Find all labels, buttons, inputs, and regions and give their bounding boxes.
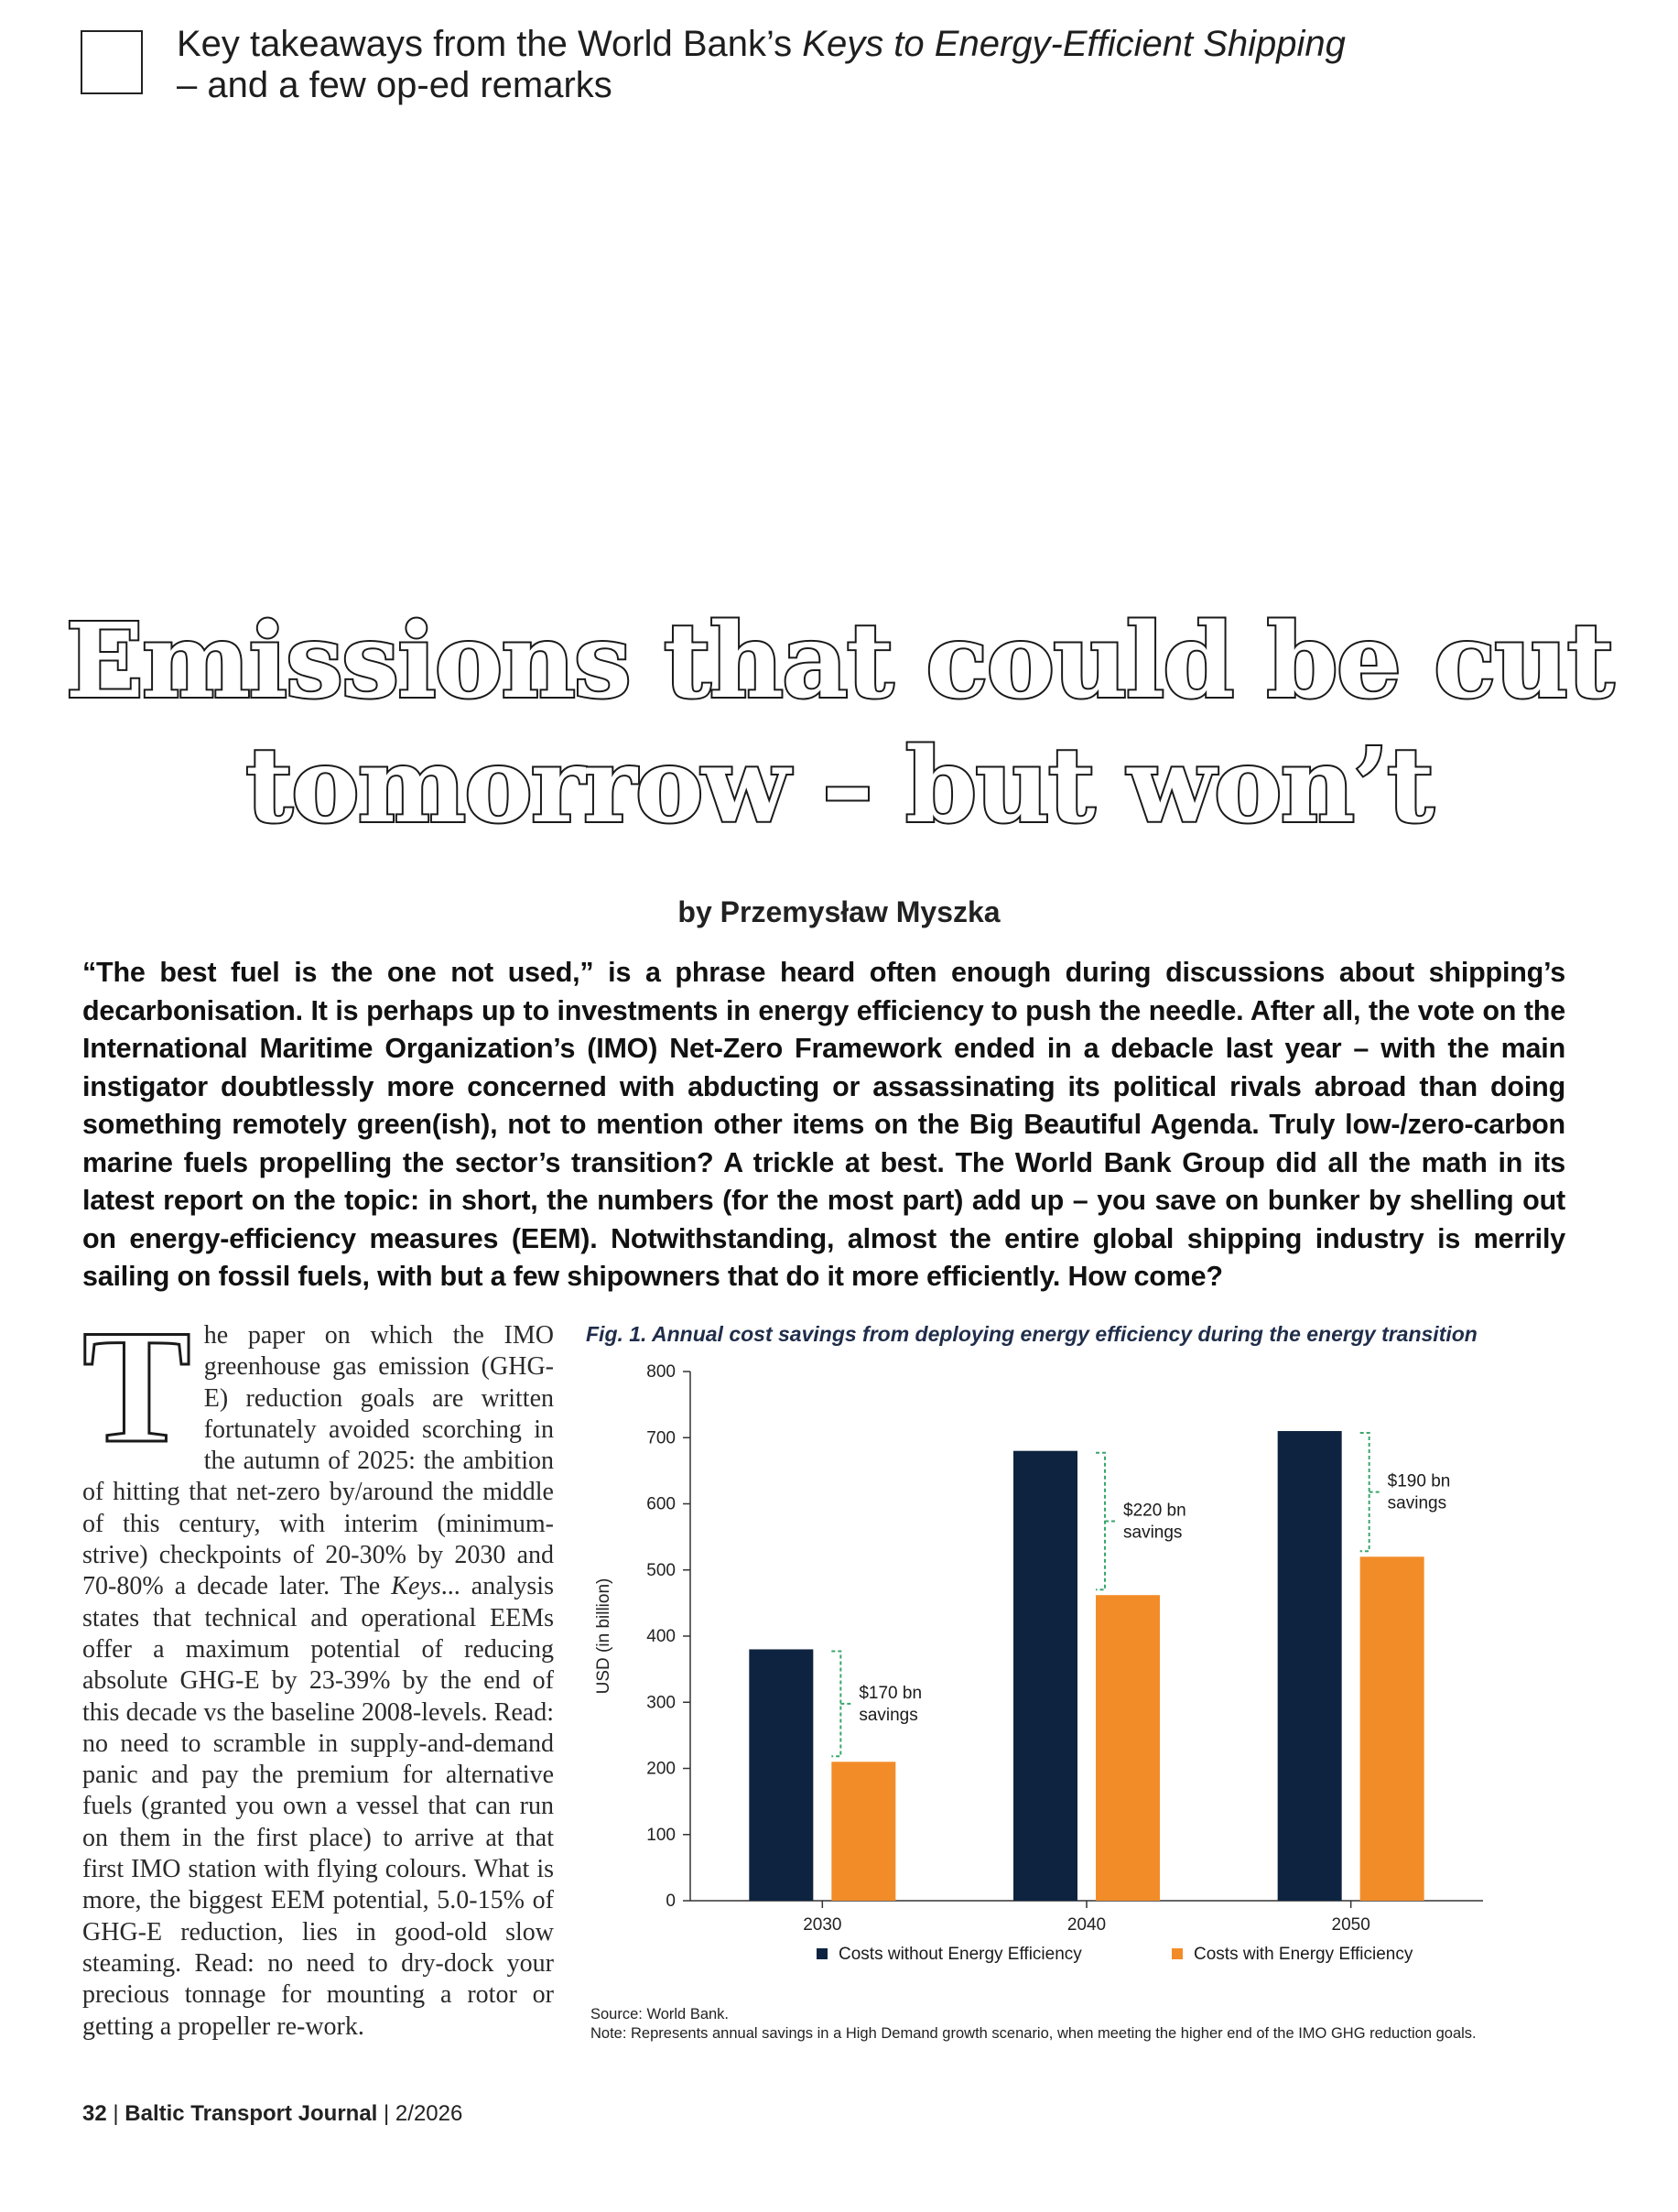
y-tick-label: 0 [666, 1892, 676, 1911]
y-tick-label: 200 [646, 1759, 676, 1779]
legend-label: Costs without Energy Efficiency [839, 1945, 1082, 1964]
y-tick-label: 400 [646, 1627, 676, 1646]
byline: by Przemysław Myszka [677, 895, 1001, 928]
bar-with-ee-2050 [1360, 1556, 1424, 1901]
figure-source [590, 2005, 1506, 2044]
figure-caption: Fig. 1. Annual cost savings from deploying energy efficiency during the energy transition [586, 1322, 1478, 1346]
savings-amount-label: $190 bn [1387, 1471, 1451, 1491]
bar-without-ee-2040 [1013, 1451, 1077, 1901]
headline-line2: tomorrow – but won’t [245, 726, 1433, 846]
issue-number: 2/2026 [395, 2101, 463, 2126]
bar-without-ee-2030 [749, 1649, 813, 1901]
x-tick-label: 2050 [1331, 1915, 1370, 1935]
body-text-italic: Keys [391, 1572, 441, 1601]
savings-amount-label: $220 bn [1123, 1501, 1186, 1521]
savings-bracket [831, 1651, 851, 1756]
y-tick-label: 500 [646, 1560, 676, 1580]
y-tick-label: 600 [646, 1494, 676, 1514]
y-axis-title: USD (in billion) [594, 1578, 613, 1695]
legend-swatch [1172, 1948, 1183, 1959]
journal-name: Baltic Transport Journal [124, 2101, 378, 2126]
note-line: Note: Represents annual savings in a High Demand growth scenario, when meeting the higher end of the IMO GHG reduction goals. [590, 2025, 1477, 2042]
bar-with-ee-2030 [831, 1762, 895, 1901]
body-column [82, 1296, 554, 2043]
bar-chart [568, 1355, 1611, 1996]
savings-bracket [1096, 1453, 1116, 1590]
x-tick-label: 2030 [803, 1915, 842, 1935]
source-line: Source: World Bank. [590, 2006, 730, 2022]
savings-word-label: savings [1123, 1523, 1183, 1543]
savings-word-label: savings [1387, 1493, 1447, 1513]
bar-with-ee-2040 [1096, 1595, 1160, 1901]
y-tick-label: 300 [646, 1693, 676, 1713]
savings-word-label: savings [859, 1705, 918, 1725]
y-tick-label: 100 [646, 1825, 676, 1845]
kicker-report-title: Keys to Energy-Efficient Shipping [802, 24, 1346, 64]
page-number: 32 [82, 2101, 107, 2126]
kicker-line1-prefix: Key takeaways from the World Bank’s [177, 24, 803, 64]
kicker-line2: – and a few op-ed remarks [177, 65, 612, 105]
savings-bracket [1360, 1433, 1380, 1551]
kicker [177, 24, 1458, 106]
page-footer: 32 | Baltic Transport Journal | 2/2026 [82, 2101, 463, 2126]
kicker-box [81, 30, 143, 94]
headline-line1: Emissions that could be cut [65, 602, 1613, 721]
drop-cap: T [82, 1296, 191, 1477]
body-text-part2: ... analysis states that technical and operational EEMs offer a maximum potential of reducing absolute GHG-E by 23-39% by the end of this decade vs the baseline 2008-levels. Read: no need to scramble in supply-and-demand panic and pay the premium for alternative fuels (granted you own a vessel that can run on them in the first place) to arrive at that first IMO station with flying colours. What is more, the biggest EEM potential, 5.0-15% of GHG-E reduction, lies in good-old slow steaming. Read: no need to dry-dock your precious tonnage for mounting a rotor or getting a propeller re-work. [82, 1572, 554, 2041]
y-tick-label: 700 [646, 1428, 676, 1448]
page-title [55, 600, 1623, 849]
body-text-part1: he paper on which the IMO greenhouse gas emission (GHG-E) reduction goals are written fortunately avoided scorching in the autumn of 2025: the ambition of hitting that net-zero by/around the middle of this century, with interim (minimum-strive) checkpoints of 20-30% by 2030 and 70-80% a decade later. The [82, 1321, 554, 1601]
bar-without-ee-2050 [1278, 1431, 1342, 1901]
legend-swatch [817, 1948, 828, 1959]
y-tick-label: 800 [646, 1362, 676, 1382]
savings-amount-label: $170 bn [859, 1683, 923, 1703]
legend-label: Costs with Energy Efficiency [1194, 1945, 1413, 1964]
lead-paragraph: “The best fuel is the one not used,” is a phrase heard often enough during discussions about shipping’s decarbonisation. It is perhaps up to investments in energy efficiency to push the needle. After all, the vote on the International Maritime Organization’s (IMO) Net-Zero Framework ended in a debacle last year – with the main instigator doubtlessly more concerned with abducting or assassinating its political rivals abroad than doing something remotely green(ish), not to mention other items on the Big Beautiful Agenda. Truly low-/zero-carbon marine fuels propelling the sector’s transition? A trickle at best. The World Bank Group did all the math in its latest report on the topic: in short, the numbers (for the most part) add up – you save on bunker by shelling out on energy-efficiency measures (EEM). Notwithstanding, almost the entire global shipping industry is merrily sailing on fossil fuels, with but a few shipowners that do it more efficiently. How come? [82, 957, 1565, 1292]
x-tick-label: 2040 [1066, 1915, 1107, 1935]
